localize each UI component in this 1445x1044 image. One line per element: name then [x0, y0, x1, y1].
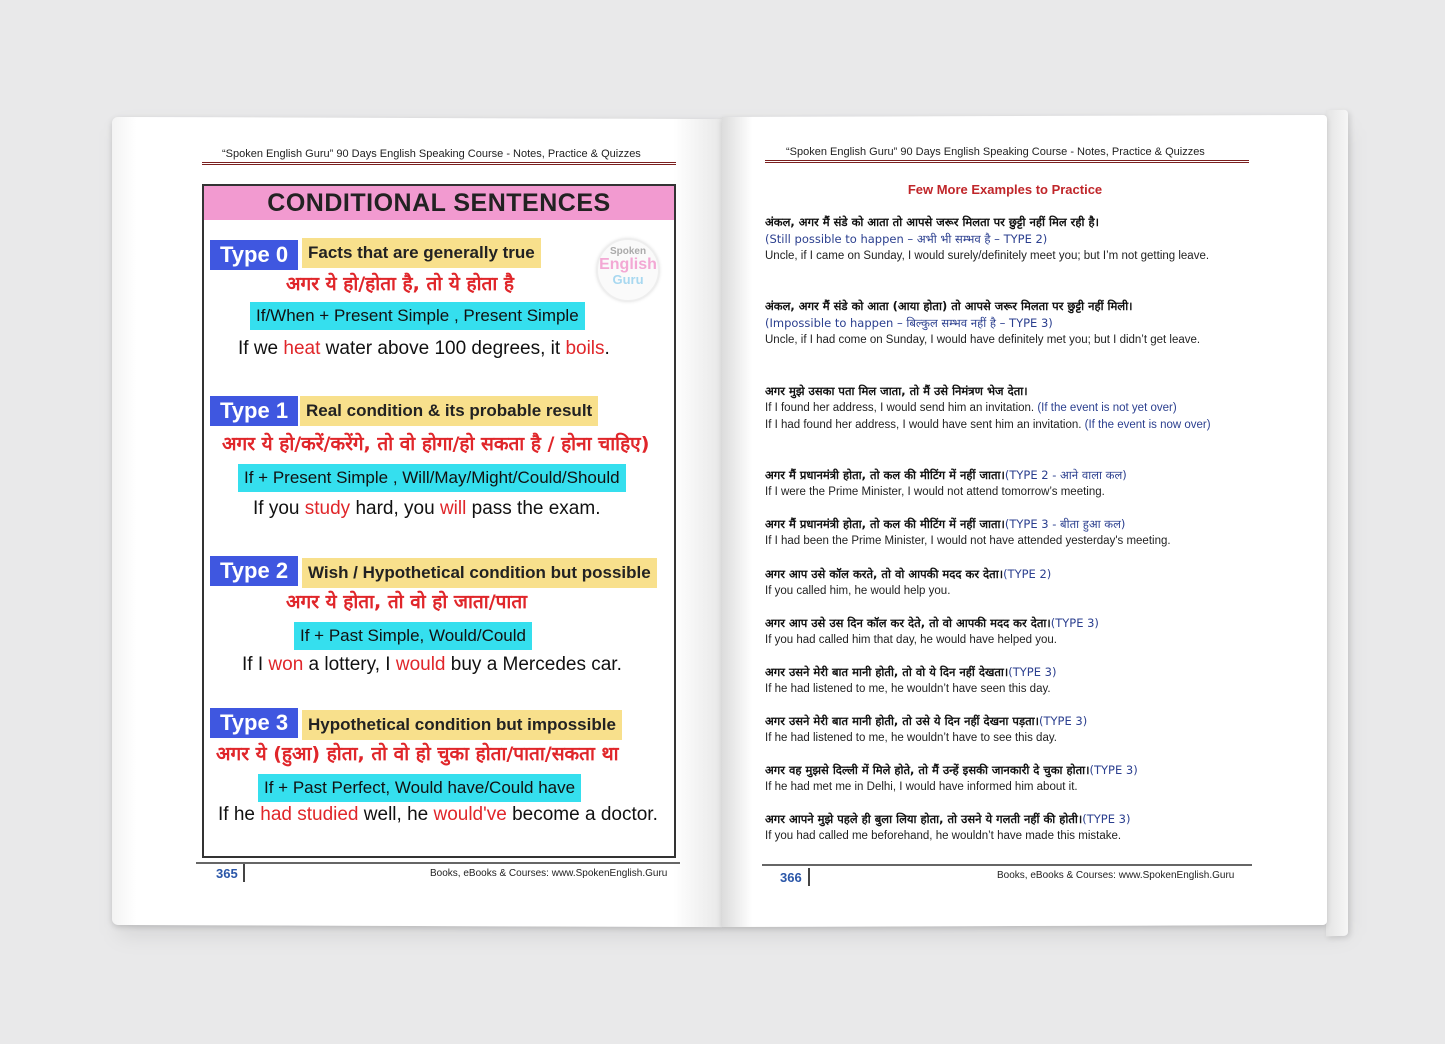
example-note: (Impossible to happen – बिल्कुल सम्भव नहीं है – TYPE 3) [765, 316, 1053, 330]
example-english: Uncle, if I came on Sunday, I would surely/definitely meet you; but I’m not getting leave. [765, 250, 1210, 262]
type-0-label: Type 0 [210, 240, 298, 270]
page-title: CONDITIONAL SENTENCES [204, 186, 674, 220]
example-item [765, 664, 1250, 698]
example-text: water above 100 degrees, it [320, 338, 566, 359]
highlighted-word: boils [565, 338, 605, 359]
example-type-tag: (TYPE 2 - आने वाला कल) [1004, 468, 1127, 482]
example-type-tag: (TYPE 3) [1082, 812, 1131, 826]
type-0-example [238, 338, 610, 360]
example-english: If I had been the Prime Minister, I would not have attended yesterday's meeting. [765, 535, 1171, 547]
example-type-tag: (TYPE 3) [1089, 763, 1138, 777]
example-item [765, 516, 1250, 550]
example-item [765, 615, 1250, 649]
example-type-tag: (TYPE 3) [1008, 665, 1057, 679]
example-text: a lottery, I [303, 654, 396, 675]
example-english: If I had found her address, I would have sent him an invitation. (If the event is now over) [765, 419, 1211, 431]
highlighted-word: will [439, 498, 467, 519]
example-hindi: अगर उसने मेरी बात मानी होती, तो उसे ये दिन नहीं देखना पड़ता।(TYPE 3) [765, 714, 1088, 728]
type-2-label: Type 2 [210, 556, 298, 586]
example-item [765, 298, 1250, 349]
example-note: (Still possible to happen – अभी भी सम्भव है – TYPE 2) [765, 232, 1048, 246]
example-english: If you had called him that day, he would have helped you. [765, 634, 1057, 646]
left-page-number-divider [243, 864, 245, 882]
left-page-header: “Spoken English Guru” 90 Days English Speaking Course - Notes, Practice & Quizzes [222, 148, 641, 160]
type-1-hindi: अगर ये हो/करें/करेंगे, तो वो होगा/हो सकता है / होना चाहिए) [222, 433, 650, 455]
example-hindi: अगर मुझे उसका पता मिल जाता, तो मैं उसे निमंत्रण भेज देता। [765, 384, 1028, 398]
example-hindi: अगर वह मुझसे दिल्ली में मिले होते, तो मैं उन्हें इसकी जानकारी दे चुका होता।(TYPE 3) [765, 763, 1138, 777]
example-english: Uncle, if I had come on Sunday, I would have definitely met you; but I didn’t get leave. [765, 334, 1201, 346]
example-hindi: अगर आप उसे कॉल करते, तो वो आपकी मदद कर देता।(TYPE 2) [765, 567, 1052, 581]
example-text: buy a Mercedes car. [445, 654, 622, 675]
left-footer-rule [196, 862, 680, 864]
type-2-formula: If + Past Simple, Would/Could [294, 622, 532, 650]
example-text: pass the exam. [466, 498, 601, 519]
highlighted-word: won [268, 654, 304, 675]
right-page-number: 366 [780, 870, 802, 885]
example-item [765, 713, 1250, 747]
example-item [765, 383, 1250, 434]
example-item [765, 467, 1250, 501]
highlighted-word: had studied [260, 804, 359, 825]
type-2-example [242, 654, 622, 676]
type-3-example [218, 804, 658, 826]
example-english: If you called him, he would help you. [765, 585, 951, 597]
example-hindi: अगर मैं प्रधानमंत्री होता, तो कल की मीटिंग में नहीं जाता।(TYPE 2 - आने वाला कल) [765, 468, 1127, 482]
type-1-example [253, 498, 600, 520]
left-page-number: 365 [216, 866, 238, 881]
type-1-formula: If + Present Simple , Will/May/Might/Could/Should [238, 464, 626, 492]
right-footer-rule [762, 864, 1252, 866]
example-english-note: (If the event is not yet over) [1037, 402, 1177, 414]
example-english-note: (If the event is now over) [1084, 419, 1211, 431]
example-english: If he had met me in Delhi, I would have informed him about it. [765, 781, 1078, 793]
left-footer-text: Books, eBooks & Courses: www.SpokenEnglish.Guru [430, 868, 668, 879]
example-item [765, 566, 1250, 600]
example-type-tag: (TYPE 3 - बीता हुआ कल) [1004, 517, 1126, 531]
example-text: hard, you [350, 498, 440, 519]
right-header-rule [765, 160, 1249, 163]
example-item [765, 762, 1250, 796]
type-0-formula: If/When + Present Simple , Present Simple [250, 302, 585, 330]
example-text: well, he [358, 804, 434, 825]
highlighted-word: heat [283, 338, 321, 359]
type-3-desc: Hypothetical condition but impossible [302, 710, 622, 740]
example-hindi: अगर उसने मेरी बात मानी होती, तो वो ये दिन नहीं देखता।(TYPE 3) [765, 665, 1057, 679]
example-text: become a doctor. [506, 804, 658, 825]
example-text: If he [218, 804, 261, 825]
example-hindi: अंकल, अगर मैं संडे को आता (आया होता) तो आपसे जरूर मिलता पर छुट्टी नहीं मिली। [765, 299, 1133, 313]
example-text: If we [238, 338, 284, 359]
type-3-label: Type 3 [210, 708, 298, 738]
right-page-number-divider [808, 868, 810, 886]
type-0-desc: Facts that are generally true [302, 238, 541, 268]
example-english: If I were the Prime Minister, I would not attend tomorrow’s meeting. [765, 486, 1105, 498]
example-text: If you [253, 498, 305, 519]
example-type-tag: (TYPE 3) [1050, 616, 1099, 630]
example-english: If he had listened to me, he wouldn’t have to see this day. [765, 732, 1057, 744]
highlighted-word: would [395, 654, 446, 675]
example-english: If you had called me beforehand, he wouldn’t have made this mistake. [765, 830, 1122, 842]
example-hindi: अंकल, अगर मैं संडे को आता तो आपसे जरूर मिलता पर छुट्टी नहीं मिल रही है। [765, 215, 1099, 229]
right-page-title: Few More Examples to Practice [907, 182, 1103, 197]
brand-logo: Spoken English Guru [596, 238, 660, 302]
example-text: If I [242, 654, 269, 675]
type-1-label: Type 1 [210, 396, 298, 426]
example-hindi: अगर आपने मुझे पहले ही बुला लिया होता, तो उसने ये गलती नहीं की होती।(TYPE 3) [765, 812, 1131, 826]
type-2-desc: Wish / Hypothetical condition but possible [302, 558, 657, 588]
example-item [765, 214, 1250, 265]
example-english: If he had listened to me, he wouldn’t have seen this day. [765, 683, 1051, 695]
example-text: . [604, 338, 610, 359]
example-hindi: अगर आप उसे उस दिन कॉल कर देते, तो वो आपकी मदद कर देता।(TYPE 3) [765, 616, 1099, 630]
type-0-hindi: अगर ये हो/होता है, तो ये होता है [286, 273, 514, 295]
example-english: If I found her address, I would send him an invitation. (If the event is not yet over) [765, 402, 1177, 414]
example-item [765, 811, 1250, 845]
type-3-hindi: अगर ये (हुआ) होता, तो वो हो चुका होता/पाता/सकता था [216, 743, 619, 765]
type-3-formula: If + Past Perfect, Would have/Could have [258, 774, 581, 802]
type-2-hindi: अगर ये होता, तो वो हो जाता/पाता [286, 591, 528, 613]
example-hindi: अगर मैं प्रधानमंत्री होता, तो कल की मीटिंग में नहीं जाता।(TYPE 3 - बीता हुआ कल) [765, 517, 1126, 531]
example-type-tag: (TYPE 2) [1003, 567, 1052, 581]
highlighted-word: study [304, 498, 351, 519]
example-type-tag: (TYPE 3) [1039, 714, 1088, 728]
type-1-desc: Real condition & its probable result [300, 396, 598, 426]
book-edge [1326, 110, 1348, 937]
right-page-header: “Spoken English Guru” 90 Days English Speaking Course - Notes, Practice & Quizzes [786, 146, 1205, 158]
right-footer-text: Books, eBooks & Courses: www.SpokenEnglish.Guru [997, 870, 1235, 881]
left-header-rule [202, 162, 676, 165]
highlighted-word: would've [433, 804, 507, 825]
